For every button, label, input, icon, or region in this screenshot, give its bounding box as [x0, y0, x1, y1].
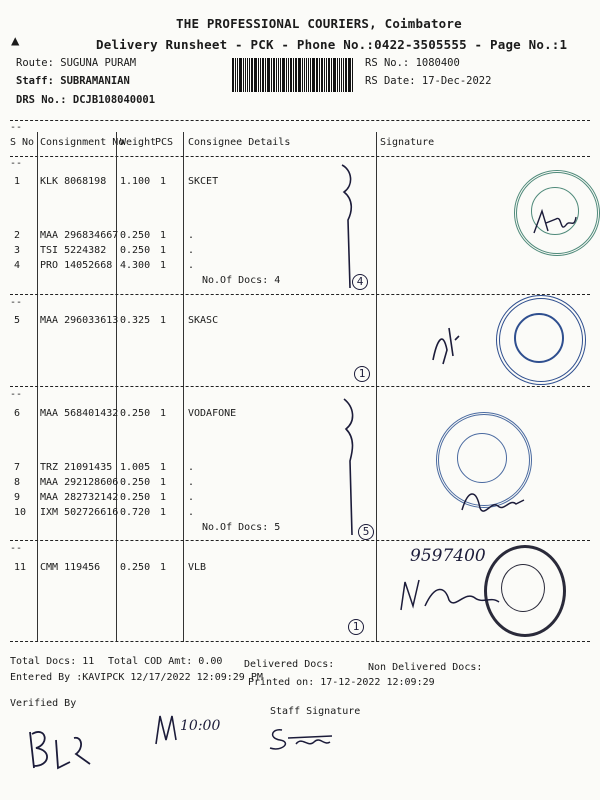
column-rule	[116, 132, 117, 642]
barcode-bar	[237, 58, 238, 92]
barcode-bar	[290, 58, 292, 92]
barcode-bar	[298, 58, 301, 92]
barcode-bar	[348, 58, 351, 92]
total-docs: Total Docs: 11	[10, 656, 95, 667]
column-rule	[376, 132, 377, 642]
row-pcs: 1	[160, 562, 167, 573]
signature-scribble	[395, 570, 505, 620]
col-weight: Weight	[120, 137, 157, 148]
row-sno: 11	[14, 562, 27, 573]
col-consignee: Consignee Details	[188, 137, 291, 148]
barcode-bar	[280, 58, 281, 92]
row-sno: 9	[14, 492, 21, 503]
barcode-bar	[324, 58, 325, 92]
row-consignee: .	[188, 507, 195, 518]
handwritten-phone: 9597400	[410, 546, 486, 566]
row-weight: 0.250	[120, 408, 151, 419]
barcode-bar	[333, 58, 336, 92]
row-weight: 4.300	[120, 260, 151, 271]
barcode-bar	[260, 58, 261, 92]
row-consignee: .	[188, 230, 195, 241]
barcode-bar	[251, 58, 253, 92]
row-consignment-no: TRZ 21091435	[40, 462, 113, 473]
row-weight: 0.250	[120, 245, 151, 256]
row-sno: 7	[14, 462, 21, 473]
barcode-bar	[247, 58, 248, 92]
barcode-bar	[243, 58, 244, 92]
row-sno: 3	[14, 245, 21, 256]
row-weight: 1.005	[120, 462, 151, 473]
column-rule	[183, 132, 184, 642]
barcode-bar	[345, 58, 347, 92]
row-consignment-no: MAA 292128606	[40, 477, 119, 488]
group-docs-count: No.Of Docs: 5	[202, 522, 281, 533]
document-subtitle: Delivery Runsheet - PCK - Phone No.:0422-3505555 - Page No.:1	[96, 37, 568, 52]
barcode-bar	[328, 58, 330, 92]
barcode-bar	[341, 58, 342, 92]
row-weight: 0.720	[120, 507, 151, 518]
barcode-bar	[343, 58, 344, 92]
barcode-bar	[267, 58, 270, 92]
divider	[10, 120, 590, 121]
row-consignee: .	[188, 492, 195, 503]
total-cod: Total COD Amt: 0.00	[108, 656, 223, 667]
row-consignment-no: MAA 568401432	[40, 408, 119, 419]
barcode-bar	[265, 58, 266, 92]
staff-signature-label: Staff Signature	[270, 706, 361, 717]
col-signature: Signature	[380, 137, 435, 148]
barcode-bar	[276, 58, 278, 92]
route-label: Route: SUGUNA PURAM	[16, 57, 137, 69]
barcode	[232, 58, 354, 92]
barcode-bar	[254, 58, 257, 92]
entered-by: Entered By :KAVIPCK 12/17/2022 12:09:29 PM	[10, 672, 263, 683]
barcode-bar	[326, 58, 327, 92]
row-pcs: 1	[160, 260, 167, 271]
col-consignment: Consignment No	[40, 137, 125, 148]
barcode-bar	[316, 58, 318, 92]
col-sno: S No	[10, 137, 35, 148]
barcode-bar	[312, 58, 315, 92]
barcode-bar	[310, 58, 311, 92]
row-consignee: .	[188, 477, 195, 488]
row-consignment-no: MAA 296834667	[40, 230, 119, 241]
row-consignment-no: MAA 282732142	[40, 492, 119, 503]
row-pcs: 1	[160, 245, 167, 256]
col-pcs: PCS	[155, 137, 174, 148]
barcode-bar	[278, 58, 279, 92]
verified-by-label: Verified By	[10, 698, 77, 709]
row-consignee: .	[188, 260, 195, 271]
barcode-bar	[249, 58, 250, 92]
row-pcs: 1	[160, 408, 167, 419]
barcode-bar	[235, 58, 236, 92]
barcode-bar	[232, 58, 234, 92]
handwritten-group-count: 1	[348, 619, 364, 635]
barcode-bar	[239, 58, 242, 92]
barcode-bar	[302, 58, 303, 92]
document-title: THE PROFESSIONAL COURIERS, Coimbatore	[176, 16, 462, 31]
row-pcs: 1	[160, 492, 167, 503]
row-weight: 0.250	[120, 477, 151, 488]
barcode-bar	[288, 58, 289, 92]
row-consignment-no: PRO 14052668	[40, 260, 113, 271]
non-delivered-docs: Non Delivered Docs:	[368, 662, 483, 673]
rs-number: RS No.: 1080400	[365, 57, 460, 69]
barcode-bar	[308, 58, 309, 92]
barcode-bar	[286, 58, 287, 92]
rs-date: RS Date: 17-Dec-2022	[365, 75, 492, 87]
row-consignee: VODAFONE	[188, 408, 237, 419]
row-pcs: 1	[160, 507, 167, 518]
row-consignment-no: TSI 5224382	[40, 245, 107, 256]
row-pcs: 1	[160, 477, 167, 488]
delivered-docs: Delivered Docs:	[244, 659, 335, 670]
row-weight: 1.100	[120, 176, 151, 187]
handwritten-group-count: 4	[352, 274, 368, 290]
drs-number: DRS No.: DCJB108040001	[16, 94, 156, 106]
row-weight: 0.250	[120, 492, 151, 503]
row-consignee: .	[188, 245, 195, 256]
barcode-bar	[337, 58, 338, 92]
row-sno: 1	[14, 176, 21, 187]
stamp	[496, 295, 586, 385]
row-consignment-no: CMM 119456	[40, 562, 101, 573]
handwritten-group-count: 5	[358, 524, 374, 540]
row-sno: 2	[14, 230, 21, 241]
logo-icon: ▲	[11, 33, 20, 49]
row-sno: 4	[14, 260, 21, 271]
row-pcs: 1	[160, 315, 167, 326]
row-sno: 8	[14, 477, 21, 488]
row-pcs: 1	[160, 462, 167, 473]
row-sno: 10	[14, 507, 27, 518]
barcode-bar	[282, 58, 285, 92]
barcode-bar	[273, 58, 275, 92]
handwritten-time: 10:00	[180, 718, 221, 734]
barcode-bar	[339, 58, 341, 92]
barcode-bar	[245, 58, 247, 92]
handwritten-group-count: 1	[354, 366, 370, 382]
staff-signature	[262, 722, 342, 754]
divider	[10, 540, 590, 541]
divider	[10, 294, 590, 295]
row-weight: 0.325	[120, 315, 151, 326]
divider	[10, 641, 590, 642]
row-consignee: .	[188, 462, 195, 473]
barcode-bar	[319, 58, 320, 92]
row-sno: 5	[14, 315, 21, 326]
barcode-bar	[262, 58, 264, 92]
barcode-bar	[321, 58, 323, 92]
divider	[10, 156, 590, 157]
column-rule	[37, 132, 38, 642]
divider	[10, 386, 590, 387]
barcode-bar	[271, 58, 272, 92]
signature-scribble	[458, 480, 528, 525]
staff-label: Staff: SUBRAMANIAN	[16, 75, 130, 87]
signature-scribble	[425, 320, 465, 370]
row-consignment-no: MAA 296033613	[40, 315, 119, 326]
barcode-bar	[295, 58, 297, 92]
verifier-signature	[24, 720, 104, 775]
printed-on: Printed on: 17-12-2022 12:09:29	[248, 677, 435, 688]
row-consignment-no: KLK 8068198	[40, 176, 107, 187]
row-consignee: SKCET	[188, 176, 219, 187]
row-sno: 6	[14, 408, 21, 419]
row-weight: 0.250	[120, 230, 151, 241]
group-docs-count: No.Of Docs: 4	[202, 275, 281, 286]
row-consignee: SKASC	[188, 315, 219, 326]
row-pcs: 1	[160, 230, 167, 241]
barcode-bar	[304, 58, 305, 92]
row-pcs: 1	[160, 176, 167, 187]
row-consignee: VLB	[188, 562, 207, 573]
row-consignment-no: IXM 502726616	[40, 507, 119, 518]
barcode-bar	[331, 58, 332, 92]
barcode-bar	[306, 58, 308, 92]
barcode-bar	[293, 58, 294, 92]
barcode-bar	[258, 58, 259, 92]
handwritten-bracket	[330, 395, 370, 545]
row-weight: 0.250	[120, 562, 151, 573]
signature-scribble	[530, 205, 580, 240]
barcode-bar	[352, 58, 353, 92]
